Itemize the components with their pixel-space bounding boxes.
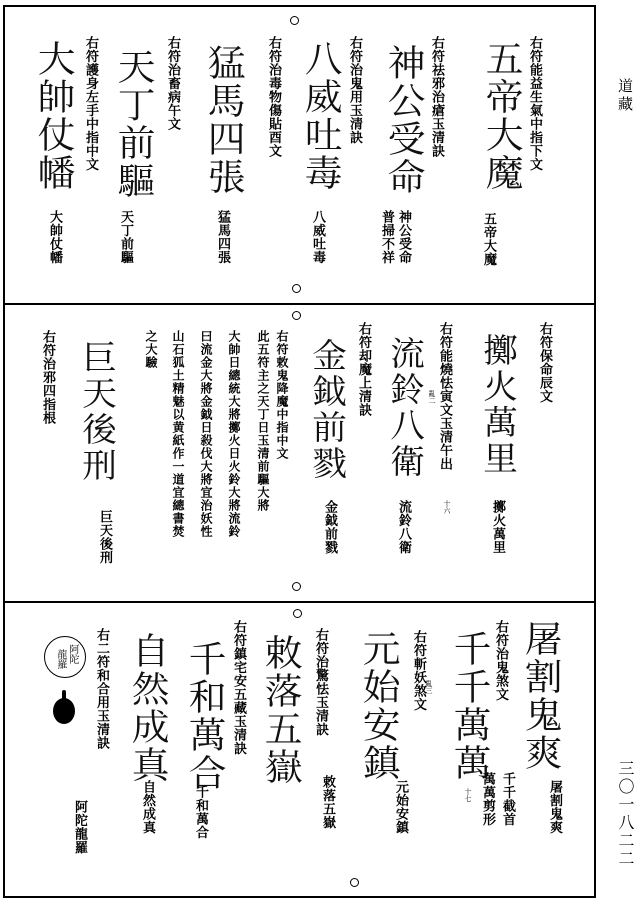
talisman-label: 千千截首: [500, 772, 515, 826]
talisman-label: 八威吐毒: [310, 210, 325, 264]
talisman-label: 擲火萬里: [490, 500, 505, 554]
talisman-seal-glyphs: 屠割鬼爽: [519, 620, 563, 772]
talisman-seal-glyphs: 元始安鎮: [357, 630, 401, 782]
frame-border-left: [3, 5, 5, 898]
caption-text: 右符却魔上清訣: [356, 322, 371, 417]
talisman-seal-glyphs: 流鈴八衛: [385, 336, 426, 480]
binding-hole-4: [292, 582, 301, 591]
folio-mark: 十七: [464, 788, 472, 802]
caption-text: 右符護身左手中指中文: [83, 36, 98, 171]
frame-border-bottom: [3, 896, 596, 898]
talisman-label: 元始安鎮: [393, 780, 408, 834]
talisman-label: 流鈴八衛: [396, 500, 411, 554]
talisman-label: 阿陀龍羅: [72, 800, 87, 854]
talisman-seal-glyphs: 神公受命: [382, 44, 426, 196]
caption-text: 右符能益生氣中指下文: [527, 36, 542, 171]
talisman-label: 五帝大魔: [481, 212, 496, 266]
binding-hole-3: [292, 311, 301, 320]
caption-text: 右二符和合用玉清訣: [94, 628, 109, 750]
frame-border-right: [594, 5, 596, 898]
binding-hole-5: [293, 609, 302, 618]
talisman-seal-glyphs: 巨天後刑: [77, 340, 118, 484]
talisman-label: 千和萬合: [193, 785, 208, 839]
round-seal-badge: [44, 636, 86, 678]
talisman-seal-glyphs: 猛馬四張: [202, 44, 246, 196]
binding-hole-1: [290, 16, 299, 25]
talisman-label: 神公受命: [396, 210, 411, 264]
text-column: 右符敕鬼降魔中指中文: [275, 330, 289, 460]
talisman-label: 普掃不祥: [379, 210, 394, 264]
binding-hole-6: [350, 878, 359, 887]
talisman-seal-glyphs: 天丁前驅: [112, 48, 156, 200]
book-title: 道藏: [616, 78, 634, 114]
page-number: 三〇一八二二: [616, 760, 635, 868]
talisman-label: 巨天後刑: [97, 510, 112, 564]
talisman-label: 屠割鬼爽: [547, 780, 562, 834]
caption-text: 右符保命辰文: [537, 322, 552, 403]
text-column: 曰流金大將金鉞日殺伐大將宜治妖性: [199, 330, 213, 538]
caption-text: 右符能燒怯寅文玉清午出: [437, 322, 452, 471]
ink-drop-mark: [53, 698, 75, 724]
binding-hole-2: [292, 284, 301, 293]
badge-text-bottom: 龍羅: [55, 649, 66, 669]
talisman-label: 萬萬剪形: [480, 772, 495, 826]
talisman-label: 大帥仗幡: [47, 210, 62, 264]
caption-text: 右符祛邪治瘡玉清訣: [429, 36, 444, 158]
panel-divider-1: [3, 303, 596, 305]
caption-text: 右符治邪四指根: [40, 330, 55, 425]
frame-border-top: [3, 5, 596, 7]
caption-text: 右符治鬼用玉清訣: [347, 36, 362, 144]
caption-text: 右符治驚怯玉清訣: [313, 628, 328, 736]
talisman-label: 金鉞前戮: [322, 500, 337, 554]
talisman-label: 天丁前驅: [118, 210, 133, 264]
folio-mark: 亂二: [428, 390, 436, 404]
panel-divider-2: [3, 601, 596, 603]
badge-text-top: 阿陀: [67, 644, 78, 664]
caption-text: 右符治畜病午文: [165, 36, 180, 131]
talisman-seal-glyphs: 大帥仗幡: [32, 40, 76, 192]
caption-text: 右符鎮宅安五藏玉清訣: [231, 620, 246, 755]
talisman-seal-glyphs: 敕落五嶽: [259, 634, 303, 786]
caption-text: 右符斬妖煞文: [411, 630, 426, 711]
text-column: 大帥日總統大將擲火日火鈴大將流鈴: [227, 330, 241, 538]
talisman-seal-glyphs: 擲火萬里: [478, 333, 519, 477]
caption-text: 右符治鬼煞文: [493, 620, 508, 701]
talisman-label: 猛馬四張: [215, 210, 230, 264]
talisman-seal-glyphs: 八威吐毒: [299, 40, 343, 192]
text-column: 山石狐土精魅以黄紙作一道宜總書焚: [171, 330, 185, 538]
folio-mark: 十六: [443, 500, 451, 514]
text-column: 之大驗: [144, 330, 158, 369]
talisman-seal-glyphs: 金鉞前戮: [307, 338, 348, 482]
folio-mark: 亂三: [425, 680, 433, 694]
text-column: 此五符主之天丁日玉清前驅大將: [256, 330, 270, 512]
talisman-label: 自然成真: [140, 780, 155, 834]
talisman-seal-glyphs: 五帝大魔: [480, 40, 524, 192]
talisman-label: 敕落五嶽: [320, 775, 335, 829]
talisman-seal-glyphs: 千和萬合: [183, 640, 227, 792]
talisman-seal-glyphs: 自然成真: [126, 632, 170, 784]
talisman-seal-glyphs: 千千萬萬: [448, 630, 492, 782]
caption-text: 右符治毒物傷貼酉文: [266, 36, 281, 158]
